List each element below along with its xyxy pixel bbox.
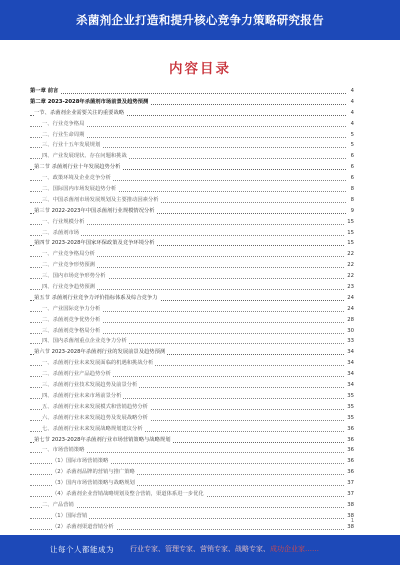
toc-entry-page: 38 xyxy=(345,500,354,511)
toc-entry[interactable] xyxy=(30,478,354,489)
toc-entry-label: 第四节 2023-2028年国家环保政策及竞争环境分析 xyxy=(34,238,157,249)
toc-entry-label: 第一章 前言 xyxy=(30,86,60,97)
toc-entry[interactable] xyxy=(30,86,354,97)
footer-roles-text: 行业专家、管理专家、营销专家、战略专家、 xyxy=(130,545,270,553)
toc-entry-page: 6 xyxy=(349,162,354,173)
toc-entry[interactable] xyxy=(30,217,354,228)
toc-entry[interactable] xyxy=(30,435,354,446)
toc-entry-page: 4 xyxy=(349,97,354,108)
toc-entry[interactable] xyxy=(30,347,354,358)
toc-entry-page: 36 xyxy=(345,445,354,456)
toc-entry-page: 35 xyxy=(345,391,354,402)
toc-entry[interactable] xyxy=(30,315,354,326)
toc-entry-label: 二、杀菌剂竞争优势分析 xyxy=(42,315,102,326)
toc-entry-label: （4）杀菌剂企业营销战略规划及整合营销，渠道体系进一步优化 xyxy=(52,489,206,500)
toc-entry-label: 一、杀菌剂行业未来发展面临的机遇和挑战分析 xyxy=(42,358,155,369)
toc-entry-label: 第二节 杀菌剂行业十年发展趋势分析 xyxy=(34,162,122,173)
toc-entry-page: 23 xyxy=(345,282,354,293)
toc-entry[interactable] xyxy=(30,206,354,217)
toc-entry[interactable] xyxy=(30,108,354,119)
toc-entry-page: 8 xyxy=(349,184,354,195)
toc-entry[interactable] xyxy=(30,369,354,380)
toc-entry-label: 四、国内杀菌剂重点企业竞争力分析 xyxy=(42,336,129,347)
toc-entry-page: 34 xyxy=(345,347,354,358)
toc-entry-label: 七、杀菌剂行业未来发展战略规划建议分析 xyxy=(42,424,145,435)
toc-entry[interactable] xyxy=(30,151,354,162)
toc-entry[interactable] xyxy=(30,467,354,478)
toc-entry-page: 15 xyxy=(345,228,354,239)
toc-entry-page: 37 xyxy=(345,489,354,500)
toc-entry-label: 一、政策环境及企业竞争分析 xyxy=(42,173,113,184)
toc-entry-label: 第七节 2023-2028年杀菌剂行业市场营销策略与战略规划 xyxy=(34,435,173,446)
toc-entry-page: 37 xyxy=(345,478,354,489)
toc-entry[interactable] xyxy=(30,130,354,141)
toc-entry-label: 三、行业十五年发展规划 xyxy=(42,140,102,151)
toc-entry-page: 36 xyxy=(345,467,354,478)
toc-entry-label: 二、产品营销 xyxy=(42,500,76,511)
toc-entry[interactable] xyxy=(30,402,354,413)
toc-entry-label: 一节、杀菌剂企业需要关注的重要战略 xyxy=(34,108,126,119)
toc-entry[interactable] xyxy=(30,260,354,271)
toc-entry-page: 15 xyxy=(345,217,354,228)
toc-entry[interactable] xyxy=(30,424,354,435)
toc-entry-label: 第三节 2022-2023年中国杀菌剂行业规模情况分析 xyxy=(34,206,157,217)
toc-entry-page: 36 xyxy=(345,424,354,435)
toc-entry-label: 三、杀菌剂行业技术发展趋势及前景分析 xyxy=(42,380,139,391)
toc-entry[interactable] xyxy=(30,380,354,391)
toc-entry-page: 28 xyxy=(345,315,354,326)
toc-entry-page: 22 xyxy=(345,260,354,271)
toc-entry[interactable] xyxy=(30,445,354,456)
toc-entry-page: 38 xyxy=(345,511,354,522)
toc-entry-label: 五、杀菌剂行业未来发展模式和营销趋势分析 xyxy=(42,402,150,413)
toc-entry[interactable] xyxy=(30,228,354,239)
toc-entry-label: 四、产业发展现状、存在问题和挑战 xyxy=(42,151,129,162)
toc-entry[interactable] xyxy=(30,336,354,347)
toc-entry[interactable] xyxy=(30,293,354,304)
toc-entry-label: 一、市场营销策略 xyxy=(42,445,86,456)
toc-entry-label: 四、行业竞争趋势预测 xyxy=(42,282,97,293)
toc-entry-page: 34 xyxy=(345,358,354,369)
toc-entry[interactable] xyxy=(30,358,354,369)
toc-entry[interactable] xyxy=(30,489,354,500)
toc-entry-page: 5 xyxy=(349,140,354,151)
toc-entry-label: 三、杀菌剂竞争格局分析 xyxy=(42,326,102,337)
toc-entry-page: 34 xyxy=(345,369,354,380)
toc-entry-label: （2）杀菌剂品牌的营销与推广策略 xyxy=(52,467,137,478)
toc-entry[interactable] xyxy=(30,522,354,533)
toc-entry-page: 36 xyxy=(345,435,354,446)
toc-leader-dots xyxy=(30,507,346,508)
toc-leader-dots xyxy=(30,93,346,94)
toc-entry-page: 15 xyxy=(345,238,354,249)
toc-entry-page: 22 xyxy=(345,271,354,282)
toc-entry[interactable] xyxy=(30,162,354,173)
toc-entry[interactable] xyxy=(30,456,354,467)
toc-entry[interactable] xyxy=(30,173,354,184)
toc-entry-label: 二、行业生命周期 xyxy=(42,130,86,141)
toc-entry-page: 35 xyxy=(345,402,354,413)
toc-entry-page: 38 xyxy=(345,522,354,533)
footer-bar xyxy=(0,535,400,565)
toc-entry[interactable] xyxy=(30,511,354,522)
toc-entry[interactable] xyxy=(30,140,354,151)
toc-entry[interactable] xyxy=(30,119,354,130)
toc-entry-page: 24 xyxy=(345,304,354,315)
toc-entry[interactable] xyxy=(30,249,354,260)
toc-entry-label: 二、杀菌剂市场 xyxy=(42,228,81,239)
report-header-bar xyxy=(0,0,400,40)
toc-entry[interactable] xyxy=(30,184,354,195)
toc-entry-label: 六、杀菌剂行业未来发展趋势及发展战略分析 xyxy=(42,413,150,424)
toc-entry-label: 第六节 2023-2028年杀菌剂行业的发展前景及趋势预测 xyxy=(34,347,167,358)
toc-entry-page: 24 xyxy=(345,293,354,304)
toc-entry-label: 二、国际国内市场发展趋势分析 xyxy=(42,184,118,195)
toc-entry-label: 一、行业规模分析 xyxy=(42,217,86,228)
toc-entry-label: 一、行业竞争格局 xyxy=(42,119,86,130)
toc-entry-page: 35 xyxy=(345,413,354,424)
toc-entry[interactable] xyxy=(30,391,354,402)
toc-entry-label: 四、杀菌剂行业未来市场前景分析 xyxy=(42,391,123,402)
toc-entry-label: 二、杀菌剂行业产品趋势分析 xyxy=(42,369,113,380)
toc-entry-label: 第五节 杀菌剂行业竞争力评价指标体系及综合竞争力 xyxy=(34,293,160,304)
toc-entry-page: 8 xyxy=(349,195,354,206)
toc-entry-label: 三、中国杀菌剂市场发展规划及主要推动因素分析 xyxy=(42,195,161,206)
toc-list xyxy=(30,86,354,533)
page-number: 1 xyxy=(350,518,354,524)
toc-entry-label: 三、国内市场竞争形势分析 xyxy=(42,271,108,282)
toc-entry-page: 30 xyxy=(345,326,354,337)
toc-entry-page: 9 xyxy=(349,206,354,217)
toc-entry[interactable] xyxy=(30,282,354,293)
toc-entry-page: 5 xyxy=(349,130,354,141)
toc-entry-page: 34 xyxy=(345,380,354,391)
footer-roles xyxy=(130,544,319,554)
toc-entry[interactable] xyxy=(30,97,354,108)
toc-entry[interactable] xyxy=(30,238,354,249)
footer-roles-highlight: 成功企业家…… xyxy=(270,545,319,553)
toc-entry-label: 一、产业竞争格局分析 xyxy=(42,249,97,260)
toc-entry[interactable] xyxy=(30,413,354,424)
toc-entry-page: 6 xyxy=(349,173,354,184)
toc-entry[interactable] xyxy=(30,195,354,206)
report-title: 杀菌剂企业打造和提升核心竞争力策略研究报告 xyxy=(76,13,324,27)
footer-slogan: 让每个人都能成为 xyxy=(50,545,114,554)
toc-entry[interactable] xyxy=(30,500,354,511)
toc-entry-page: 22 xyxy=(345,249,354,260)
toc-entry-page: 36 xyxy=(345,456,354,467)
toc-entry-page: 4 xyxy=(349,86,354,97)
toc-entry-page: 4 xyxy=(349,119,354,130)
toc-entry-label: （1）国际营销 xyxy=(52,511,89,522)
toc-entry-label: （1）国际市场营销策略 xyxy=(52,456,110,467)
toc-entry-page: 4 xyxy=(349,108,354,119)
toc-entry-label: 第二章 2023-2028年杀菌剂市场前景及趋势预测 xyxy=(30,97,150,108)
toc-title: 内容目录 xyxy=(169,61,231,77)
toc-entry-page: 33 xyxy=(345,336,354,347)
toc-entry[interactable] xyxy=(30,271,354,282)
toc-entry-label: （3）国内市场营销策略与战略规划 xyxy=(52,478,137,489)
toc-entry-label: 二、产业竞争形势预测 xyxy=(42,260,97,271)
toc-entry[interactable] xyxy=(30,326,354,337)
toc-entry-label: （2）杀菌剂渠道营销分析 xyxy=(52,522,116,533)
toc-entry-label: 一、产业国际竞争力分析 xyxy=(42,304,102,315)
toc-entry[interactable] xyxy=(30,304,354,315)
toc-entry-page: 6 xyxy=(349,151,354,162)
